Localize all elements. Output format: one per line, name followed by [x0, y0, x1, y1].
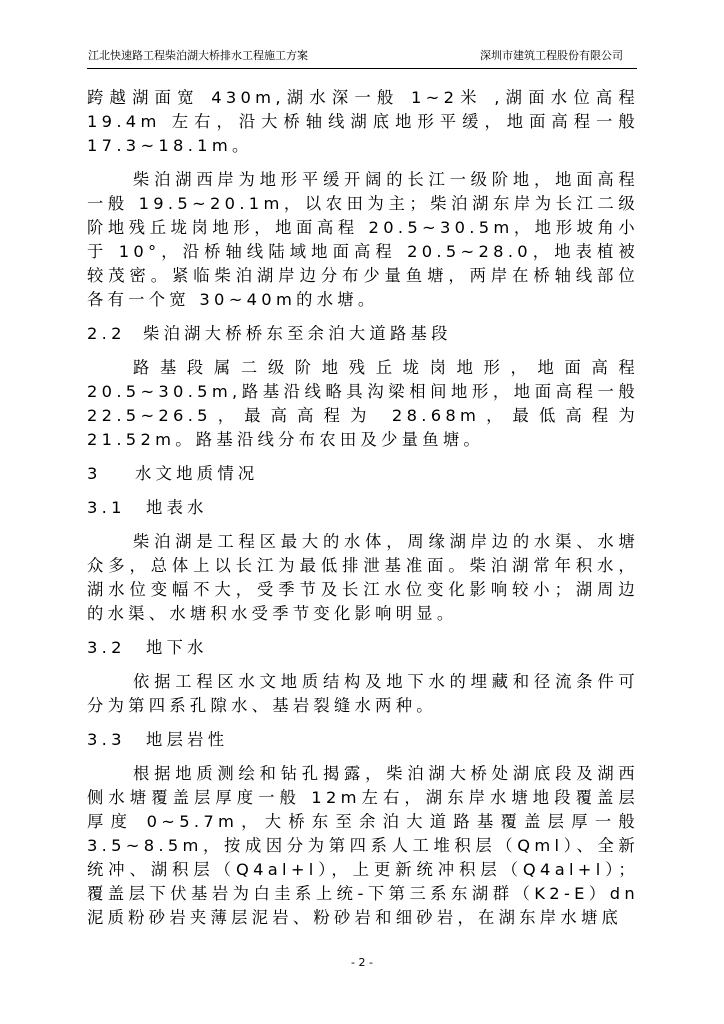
header-divider: [87, 68, 637, 69]
header-company-name: 深圳市建筑工程股份有限公司: [480, 49, 623, 62]
spacer: [87, 346, 639, 356]
spacer: [87, 520, 639, 530]
section-heading-3: [87, 462, 639, 486]
spacer: [87, 718, 639, 728]
section-number: 3.3: [87, 730, 126, 749]
paragraph-groundwater: 依据工程区水文地质结构及地下水的埋藏和径流条件可分为第四系孔隙水、基岩裂缝水两种。: [87, 672, 639, 715]
section-heading-3-2: [87, 636, 639, 660]
spacer: [87, 452, 639, 462]
document-body: [87, 86, 639, 930]
section-title: 地层岩性: [146, 730, 229, 749]
paragraph-lake-banks: 柴泊湖西岸为地形平缓开阔的长江一级阶地，地面高程一般 19.5~20.1m，以农田为主；柴泊湖东岸为长江二级阶地残丘垅岗地形，地面高程 20.5~30.5m，地形坡角小于 10°，沿桥轴线陆域地面高程 20.5~28.0，地表植被较茂密。紧临柴泊湖岸边分布少量鱼塘，两岸在桥轴线部位各有一个宽 30~40m的水塘。: [87, 170, 639, 309]
section-number: 3.2: [87, 638, 126, 657]
section-number: 3: [87, 464, 102, 483]
paragraph-stratigraphy: 根据地质测绘和钻孔揭露，柴泊湖大桥处湖底段及湖西侧水塘覆盖层厚度一般 12m左右，湖东岸水塘地段覆盖层厚度 0~5.7m，大桥东至余泊大道路基覆盖层厚一般3.5~8.5m，按成因分为第四系人工堆积层（Qml）、全新统冲、湖积层（Q4al+l），上更新统冲积层（Q4al+l）；覆盖层下伏基岩为白圭系上统-下第三系东湖群（K2-E）dn 泥质粉砂岩夹薄层泥岩、粉砂岩和细砂岩，在湖东岸水塘底: [87, 764, 639, 927]
spacer: [87, 752, 639, 762]
paragraph-surface-water: 柴泊湖是工程区最大的水体，周缘湖岸边的水渠、水塘众多，总体上以长江为最低排泄基准面。柴泊湖常年积水，湖水位变幅不大，受季节及长江水位变化影响较小；湖周边的水渠、水塘积水受季节变化影响明显。: [87, 532, 639, 623]
page-number: - 2 -: [351, 956, 373, 969]
paragraph-roadbed: 路基段属二级阶地残丘垅岗地形，地面高程 20.5~30.5m,路基沿线略具沟梁相间地形，地面高程一般 22.5~26.5，最高高程为 28.68m，最低高程为 21.52m。路基沿线分布农田及少量鱼塘。: [87, 358, 639, 449]
section-heading-3-3: [87, 728, 639, 752]
spacer: [87, 486, 639, 496]
spacer: [87, 312, 639, 322]
section-number: 3.1: [87, 498, 126, 517]
header-document-title: 江北快速路工程柴泊湖大桥排水工程施工方案: [88, 49, 308, 62]
section-title: 柴泊湖大桥桥东至余泊大道路基段: [143, 324, 452, 343]
section-number: 2.2: [87, 324, 126, 343]
spacer: [87, 158, 639, 168]
section-heading-3-1: [87, 496, 639, 520]
spacer: [87, 660, 639, 670]
section-title: 地表水: [146, 498, 208, 517]
spacer: [87, 626, 639, 636]
section-heading-2-2: [87, 322, 639, 346]
section-title: 地下水: [146, 638, 208, 657]
section-title: 水文地质情况: [135, 464, 259, 483]
paragraph-lake-crossing: 跨越湖面宽 430m,湖水深一般 1~2米 ,湖面水位高程 19.4m 左右，沿大桥轴线湖底地形平缓，地面高程一般 17.3~18.1m。: [87, 88, 639, 155]
